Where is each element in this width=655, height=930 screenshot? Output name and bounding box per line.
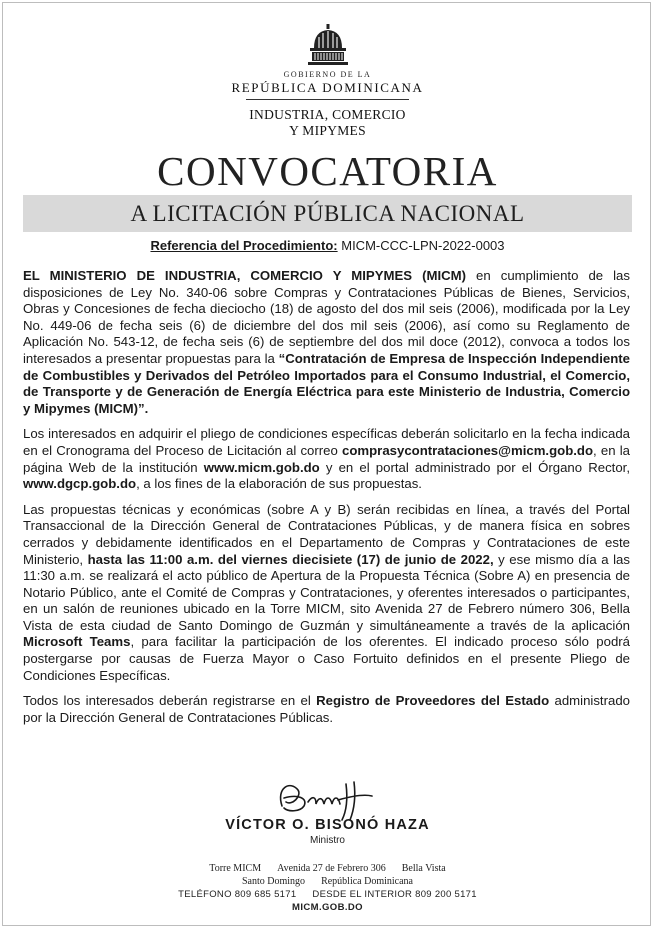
contract-name: “Contratación de Empresa de Inspección Independiente de Combustibles y Derivados del Petróleo Importados para el Consumo Industrial, el Comercio, de Transporte y de Generación de Energía Eléctrica para este Ministerio de Industria, Comercio y Mipymes (MICM)”. <box>23 350 630 416</box>
paragraph-text: administrado por la Dirección General de Contrataciones Públicas. <box>23 693 630 725</box>
paragraph-text: Los interesados en adquirir el pliego de condiciones específicas deberán solicitarlo en la fecha indicada en el Cronograma del Proceso de Licitación al correo <box>23 426 630 458</box>
paragraph-text: y en el portal administrado por el Órgano Rector, <box>319 459 631 475</box>
paragraph-text: Todos los interesados deberán registrarse en el <box>23 693 317 709</box>
ministry-line-1: INDUSTRIA, COMERCIO <box>249 107 406 122</box>
paragraph-text: , a los fines de la elaboración de sus propuestas. <box>136 476 422 492</box>
email-link[interactable]: comprasycontrataciones@micm.gob.do <box>342 442 594 458</box>
reference-value: MICM-CCC-LPN-2022-0003 <box>341 238 505 253</box>
footer-address-line <box>0 862 655 875</box>
page-title: CONVOCATORIA <box>157 148 498 194</box>
footer-sector: Bella Vista <box>401 863 446 874</box>
reference-label: Referencia del Procedimiento: <box>150 238 338 253</box>
paragraph-text: en cumplimiento de las disposiciones de Ley No. 340-06 sobre Compras y Contrataciones Públicas de Bienes, Servicios, Obras y Concesiones de fecha dieciocho (18) de agosto del dos mil seis (2006), modificada por la Ley No. 449-06 de fecha seis (6) de diciembre del dos mil seis (2006), así como su Reglamento de Aplicación No. 543-12, de fecha seis (6) de septiembre del dos mil doce (2012), convoca a todos los interesados a presentar propuestas para la <box>23 268 630 366</box>
signer-title: Ministro <box>309 835 345 846</box>
contact-footer <box>0 862 655 914</box>
ministry-name <box>0 107 655 139</box>
country-label: REPÚBLICA DOMINICANA <box>231 80 424 95</box>
micm-website-link[interactable]: www.micm.gob.do <box>203 459 320 475</box>
palacio-nacional-dome-icon <box>305 24 351 66</box>
paragraph-text: y ese mismo día a las 11:30 a.m. se realizará el acto público de Apertura de la Propuesta Técnica (Sobre A) en presencia de Notario Público, ante el Comité de Compras y Contrataciones, y oferentes interesados o participantes, en un salón de reuniones ubicado en la Torre MICM, sito Avenida 27 de Febrero número 306, Bella Vista de esta ciudad de Santo Domingo de Guzmán y simultáneamente a través de la aplicación <box>23 551 630 633</box>
footer-building: Torre MICM <box>209 863 262 874</box>
deadline-bold: hasta las 11:00 a.m. del viernes diecisiete (17) de junio de 2022, <box>87 551 494 567</box>
announcement-body <box>23 268 630 735</box>
footer-phone-line <box>0 888 655 901</box>
footer-country: República Dominicana <box>321 876 413 887</box>
paragraph-proposals <box>23 502 630 685</box>
footer-city-line <box>0 875 655 888</box>
footer-website[interactable]: MICM.GOB.DO <box>292 902 363 913</box>
government-label: GOBIERNO DE LA <box>283 70 372 79</box>
paragraph-convocation <box>23 268 630 417</box>
paragraph-text: , para facilitar la participación de los oferentes. El indicado proceso sólo podrá postergarse por causas de Fuerza Mayor o Caso Fortuito definidos en el presente Pliego de Condiciones Específicas. <box>23 634 631 683</box>
ministry-bold: EL MINISTERIO DE INDUSTRIA, COMERCIO Y MIPYMES (MICM) <box>23 268 467 283</box>
footer-phone: TELÉFONO 809 685 5171 <box>178 889 297 900</box>
ministry-line-2: Y MIPYMES <box>289 123 366 138</box>
footer-street: Avenida 27 de Febrero 306 <box>277 863 386 874</box>
footer-interior-phone: DESDE EL INTERIOR 809 200 5171 <box>312 889 477 900</box>
paragraph-conditions <box>23 426 630 492</box>
signer-name: VÍCTOR O. BISONÓ HAZA <box>225 817 430 833</box>
registry-bold: Registro de Proveedores del Estado <box>316 693 550 709</box>
teams-bold: Microsoft Teams <box>23 634 131 650</box>
paragraph-registration <box>23 693 630 726</box>
paragraph-text: Las propuestas técnicas y económicas (sobre A y B) serán recibidas en línea, a través del Portal Transaccional de la Dirección General de Contrataciones Públicas, y de manera física en sobres cerrados y debidamente identificados en el Departamento de Compras y Contrataciones de este Ministerio, <box>23 501 630 567</box>
footer-city: Santo Domingo <box>242 876 306 887</box>
dgcp-website-link[interactable]: www.dgcp.gob.do <box>23 476 137 492</box>
header-divider <box>246 99 409 100</box>
paragraph-text: , en la página Web de la institución <box>23 442 630 475</box>
procedure-reference <box>0 237 655 255</box>
page-subtitle: A LICITACIÓN PÚBLICA NACIONAL <box>130 201 525 226</box>
